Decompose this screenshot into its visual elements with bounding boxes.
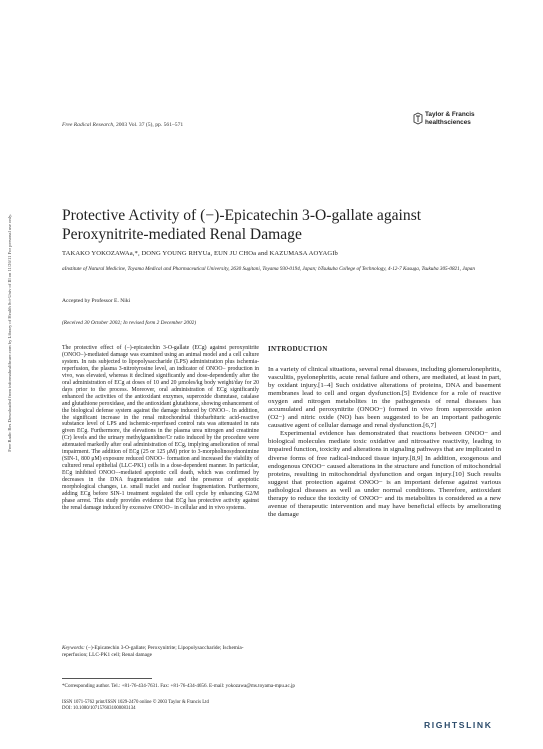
issn-block xyxy=(62,700,209,713)
article-title: Protective Activity of (−)-Epicatechin 3-O-gallate against Peroxynitrite-mediated Renal Damage xyxy=(62,207,422,243)
corresponding-author-footnote: *Corresponding author. Tel.: +81-76-434-7631. Fax: +81-76-434-4656. E-mail: yokozawa@ms.toyama-mpu.ac.jp xyxy=(62,683,295,689)
accepted-by: Accepted by Professor E. Niki xyxy=(62,298,131,304)
rightslink-button[interactable] xyxy=(424,718,506,734)
download-side-note: Free Radic Res Downloaded from informahealthcare.com by Library of Health Sci-Univ of Ill on 11/26/11 For personal use only. xyxy=(7,213,13,452)
author-list: TAKAKO YOKOZAWAa,*, DONG YOUNG RHYUa, EUN JU CHOa and KAZUMASA AOYAGIb xyxy=(62,250,338,257)
intro-paragraph: In a variety of clinical situations, several renal diseases, including glomerulonephritis, vasculitis, pyelonephritis, acute renal failure and others, are mediated, at least in part, by oxidant injury.[1–4] Such oxidative alterations of proteins, DNA and basement membranes lead to cell and organ dysfunction.[5] Evidence for a role of reactive oxygen and nitrogen metabolites in the pathogenesis of renal diseases has accumulated and peroxynitrite (ONOO−) formed in vivo from superoxide anion (O2−) and nitric oxide (NO) has been suggested to be an important pathogenic causative agent of cellular damage and renal dysfunction.[6,7] xyxy=(268,366,501,430)
issn-line: ISSN 1071-5762 print/ISSN 1029-2470 online © 2003 Taylor & Francis Ltd xyxy=(62,700,209,705)
introduction-body xyxy=(268,366,501,519)
affiliations: aInstitute of Natural Medicine, Toyama Medical and Pharmaceutical University, 2630 Sugitani, Toyama 930-0194, Japan; bTsukuba College of Technology, 4-12-7 Kasuga, Tsukuba 305-0821, Japan xyxy=(62,266,475,272)
doi-line: DOI: 10.1080/1071576031000083134 xyxy=(62,706,136,712)
keywords xyxy=(62,645,259,658)
received-dates: (Received 30 October 2002; In revised form 2 December 2002) xyxy=(62,320,197,326)
journal-citation xyxy=(62,122,183,128)
intro-paragraph: Experimental evidence has demonstrated that reactions between ONOO− and biological molecules mediate toxic oxidative and nitrosative reactivity, leading to impaired function, toxicity and alterations in signaling pathways that are implicated in diverse forms of free radical-induced tissue injury.[8,9] In addition, exogenous and endogenous ONOO− caused alterations in the structure and function of mitochondrial proteins, resulting in mitochondrial dysfunction and organ injury.[10] Such results suggest that protection against ONOO− is an important defense against various pathological diseases as well as under normal conditions. Therefore, antioxidant therapy to reduce the toxicity of ONOO− and its metabolites is considered as a new avenue of therapeutic intervention and may have beneficial effects by ameliorating the damage xyxy=(268,430,501,518)
rightslink-label: RIGHTSLINK xyxy=(424,720,493,730)
section-heading-introduction: INTRODUCTION xyxy=(268,345,328,353)
keywords-label: Keywords: xyxy=(62,645,85,651)
journal-volume: , 2003 Vol. 37 (5), pp. 561–571 xyxy=(113,122,184,128)
brand-line-1: Taylor & Francis xyxy=(425,111,475,118)
abstract: The protective effect of (−)-epicatechin 3-O-gallate (ECg) against peroxynitrite (ONOO−)-mediated damage was examined using an animal model and a cell culture system. In rats subjected to lipopolysaccharide (LPS) administration plus ischemia-reperfusion, the plasma 3-nitrotyrosine level, an indicator of ONOO− production in vivo, was elevated, whereas it declined significantly and dose-dependently after the oral administration of ECg at doses of 10 and 20 μmoles/kg body weight/day for 20 days prior to the process. Moreover, oral administration of ECg significantly enhanced the activities of the antioxidant enzymes, superoxide dismutase, catalase and glutathione peroxidase, and the antioxidant glutathione, showing enhancement of the biological defense system against the damage induced by ONOO−. In addition, the significant increase in the renal mitochondrial thiobarbituric acid-reactive substance level of LPS and ischemic-reperfused control rats was attenuated in rats given ECg. Furthermore, the elevations in the plasma urea nitrogen and creatinine (Cr) levels and the urinary methylguanidine/Cr ratio induced by the procedure were attenuated markedly after oral administration of ECg, implying amelioration of renal impairment. The addition of ECg (25 or 125 μM) prior to 3-morpholinosydnonimine (SIN-1, 800 μM) exposure reduced ONOO− formation and increased the viability of cultured renal epithelial (LLC-PK1) cells in a dose-dependent manner. In particular, ECg inhibited ONOO−-mediated apoptotic cell death, which was confirmed by decreases in the DNA fragmentation rate and the presence of apoptotic morphological changes, i.e. small nuclei and nuclear fragmentation. Furthermore, adding ECg before SIN-1 treatment regulated the cell cycle by enhancing G2/M phase arrest. This study provides evidence that ECg has protective activity against the renal damage induced by excessive ONOO− in cellular and in vivo systems. xyxy=(62,345,259,511)
taylor-francis-logo-icon xyxy=(412,112,424,125)
keywords-list: (−)-Epicatechin 3-O-gallate; Peroxynitrite; Lipopolysaccharide; Ischemia-reperfusion; LLC-PK1 cell; Renal damage xyxy=(62,645,244,658)
publisher-brand[interactable] xyxy=(412,111,498,133)
brand-line-2: healthsciences xyxy=(425,119,471,126)
journal-name: Free Radical Research xyxy=(62,122,114,128)
footnote-divider xyxy=(62,678,152,679)
